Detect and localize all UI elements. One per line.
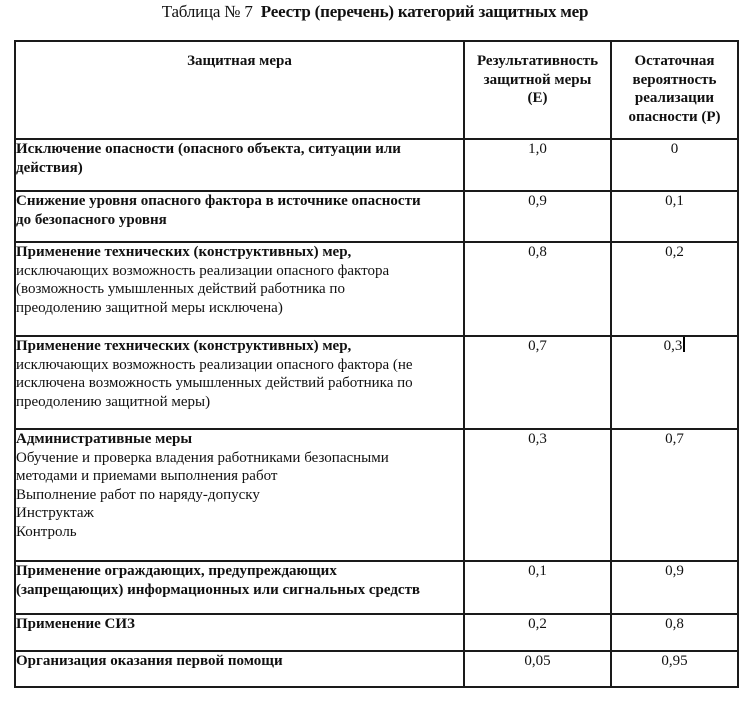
table-caption — [0, 2, 750, 22]
measure-cell: Применение СИЗ — [15, 614, 464, 651]
header-residual-probability: Остаточная вероятность реализации опасности (P) — [611, 41, 738, 139]
effectiveness-cell: 0,2 — [464, 614, 611, 651]
effectiveness-cell: 0,9 — [464, 191, 611, 242]
effectiveness-cell: 0,7 — [464, 336, 611, 429]
effectiveness-cell: 0,1 — [464, 561, 611, 614]
table-row — [15, 614, 738, 651]
residual-cell: 0,95 — [611, 651, 738, 687]
measure-cell: Организация оказания первой помощи — [15, 651, 464, 687]
residual-cell: 0,2 — [611, 242, 738, 336]
measure-cell: Применение технических (конструктивных) мер, исключающих возможность реализации опасного фактора (возможность умышленных действий работника по преодолению защитной меры исключена) — [15, 242, 464, 336]
header-row — [15, 41, 738, 139]
header-measure: Защитная мера — [15, 41, 464, 139]
residual-cell: 0,7 — [611, 429, 738, 561]
measure-cell: Снижение уровня опасного фактора в источнике опасности до безопасного уровня — [15, 191, 464, 242]
residual-cell: 0,8 — [611, 614, 738, 651]
table-title: Реестр (перечень) категорий защитных мер — [260, 2, 589, 21]
residual-cell: 0,1 — [611, 191, 738, 242]
table-row — [15, 242, 738, 336]
table-row — [15, 651, 738, 687]
effectiveness-cell: 1,0 — [464, 139, 611, 191]
header-effectiveness: Результативность защитной меры (E) — [464, 41, 611, 139]
table-number: Таблица № 7 — [161, 2, 253, 21]
measure-cell: Применение технических (конструктивных) мер, исключающих возможность реализации опасного фактора (не исключена возможность умышленных действий работника по преодолению защитной меры) — [15, 336, 464, 429]
text-cursor — [683, 337, 685, 352]
table-row — [15, 561, 738, 614]
residual-cell: 0,9 — [611, 561, 738, 614]
table-row — [15, 191, 738, 242]
residual-cell: 0,3 — [611, 336, 738, 429]
effectiveness-cell: 0,8 — [464, 242, 611, 336]
residual-cell: 0 — [611, 139, 738, 191]
effectiveness-cell: 0,3 — [464, 429, 611, 561]
table-row — [15, 336, 738, 429]
table-row — [15, 139, 738, 191]
measure-cell: Административные меры Обучение и проверка владения работниками безопасными методами и приемами выполнения работ Выполнение работ по наряду-допуску Инструктаж Контроль — [15, 429, 464, 561]
measure-cell: Применение ограждающих, предупреждающих (запрещающих) информационных или сигнальных средств — [15, 561, 464, 614]
effectiveness-cell: 0,05 — [464, 651, 611, 687]
protective-measures-table — [14, 40, 739, 688]
measure-cell: Исключение опасности (опасного объекта, ситуации или действия) — [15, 139, 464, 191]
table-row — [15, 429, 738, 561]
